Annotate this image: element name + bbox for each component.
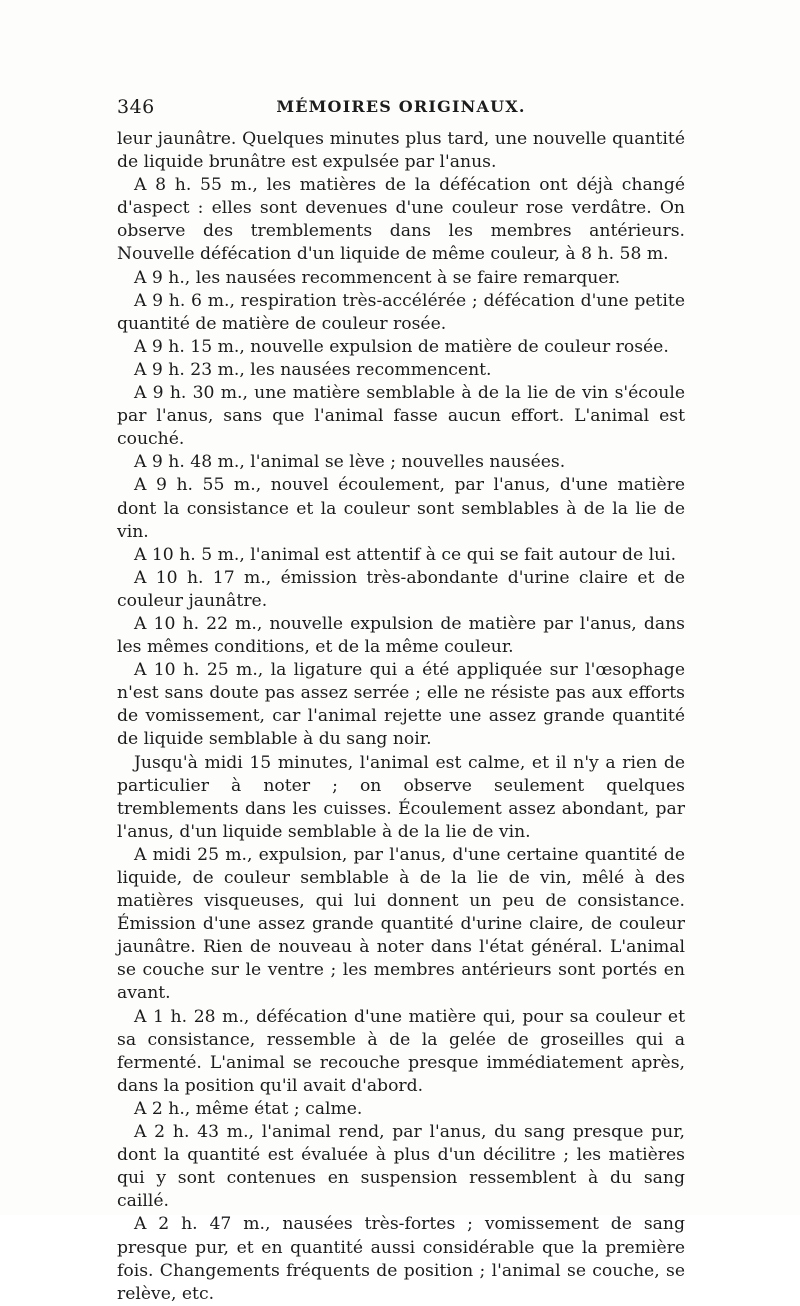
paragraph: A 10 h. 22 m., nouvelle expulsion de matière par l'anus, dans les mêmes conditions, et de la même couleur. — [117, 613, 685, 658]
paragraph: leur jaunâtre. Quelques minutes plus tard, une nouvelle quantité de liquide brunâtre est expulsée par l'anus. — [117, 129, 685, 173]
paragraph: A 9 h., les nausées recommencent à se faire remarquer. — [134, 267, 621, 288]
paragraph: A 1 h. 28 m., défécation d'une matière qui, pour sa couleur et sa consistance, ressemble à de la gelée de groseilles qui a fermenté. L'animal se recouche presque immédiatement après, dans la position qu'il avait d'abord. — [117, 1006, 685, 1096]
paragraph: A 9 h. 30 m., une matière semblable à de la lie de vin s'écoule par l'anus, sans que l'animal fasse aucun effort. L'animal est couché. — [117, 383, 685, 450]
paragraph: A 9 h. 48 m., l'animal se lève ; nouvelles nausées. — [134, 452, 566, 473]
paragraph: A 2 h., même état ; calme. — [134, 1098, 363, 1119]
paragraph: A 8 h. 55 m., les matières de la défécation ont déjà changé d'aspect : elles sont devenues d'une couleur rose verdâtre. On observe des tremblements dans les membres antérieurs. Nouvelle défécation d'un liquide de même couleur, à 8 h. 58 m. — [117, 175, 685, 265]
paragraph: Jusqu'à midi 15 minutes, l'animal est calme, et il n'y a rien de particulier à noter ; on observe seulement quelques tremblements dans les cuisses. Écoulement assez abondant, par l'anus, d'un liquide semblable à de la lie de vin. — [117, 752, 685, 842]
paragraph: A midi 25 m., expulsion, par l'anus, d'une certaine quantité de liquide, de couleur semblable à de la lie de vin, mêlé à des matières visqueuses, qui lui donnent un peu de consistance. Émission d'une assez grande quantité d'urine claire, de couleur jaunâtre. Rien de nouveau à noter dans l'état général. L'animal se couche sur le ventre ; les membres antérieurs sont portés en avant. — [117, 844, 685, 1004]
paragraph: A 10 h. 5 m., l'animal est attentif à ce qui se fait autour de lui. — [134, 544, 677, 565]
body-text — [117, 128, 685, 1306]
paragraph: A 9 h. 23 m., les nausées recommencent. — [134, 359, 492, 380]
paragraph: A 2 h. 43 m., l'animal rend, par l'anus, du sang presque pur, dont la quantité est évaluée à plus d'un décilitre ; les matières qui y sont contenues en suspension ressemblent à du sang caillé. — [117, 1122, 685, 1212]
running-head — [117, 96, 685, 120]
paragraph: A 10 h. 17 m., émission très-abondante d'urine claire et de couleur jaunâtre. — [117, 567, 685, 611]
paragraph: A 9 h. 55 m., nouvel écoulement, par l'anus, d'une matière dont la consistance et la couleur sont semblables à de la lie de vin. — [117, 475, 685, 542]
paragraph: A 9 h. 6 m., respiration très-accélérée ; défécation d'une petite quantité de matière de couleur rosée. — [117, 290, 685, 334]
running-head-title: MÉMOIRES ORIGINAUX. — [276, 97, 526, 116]
paragraph: A 9 h. 15 m., nouvelle expulsion de matière de couleur rosée. — [134, 336, 669, 357]
paragraph: A 2 h. 47 m., nausées très-fortes ; vomissement de sang presque pur, et en quantité aussi considérable que la première fois. Changements fréquents de position ; l'animal se couche, se relève, etc. — [117, 1214, 685, 1304]
paragraph: A 10 h. 25 m., la ligature qui a été appliquée sur l'œsophage n'est sans doute pas assez serrée ; elle ne résiste pas aux efforts de vomissement, car l'animal rejette une assez grande quantité de liquide semblable à du sang noir. — [117, 660, 685, 750]
page-number: 346 — [117, 96, 155, 118]
